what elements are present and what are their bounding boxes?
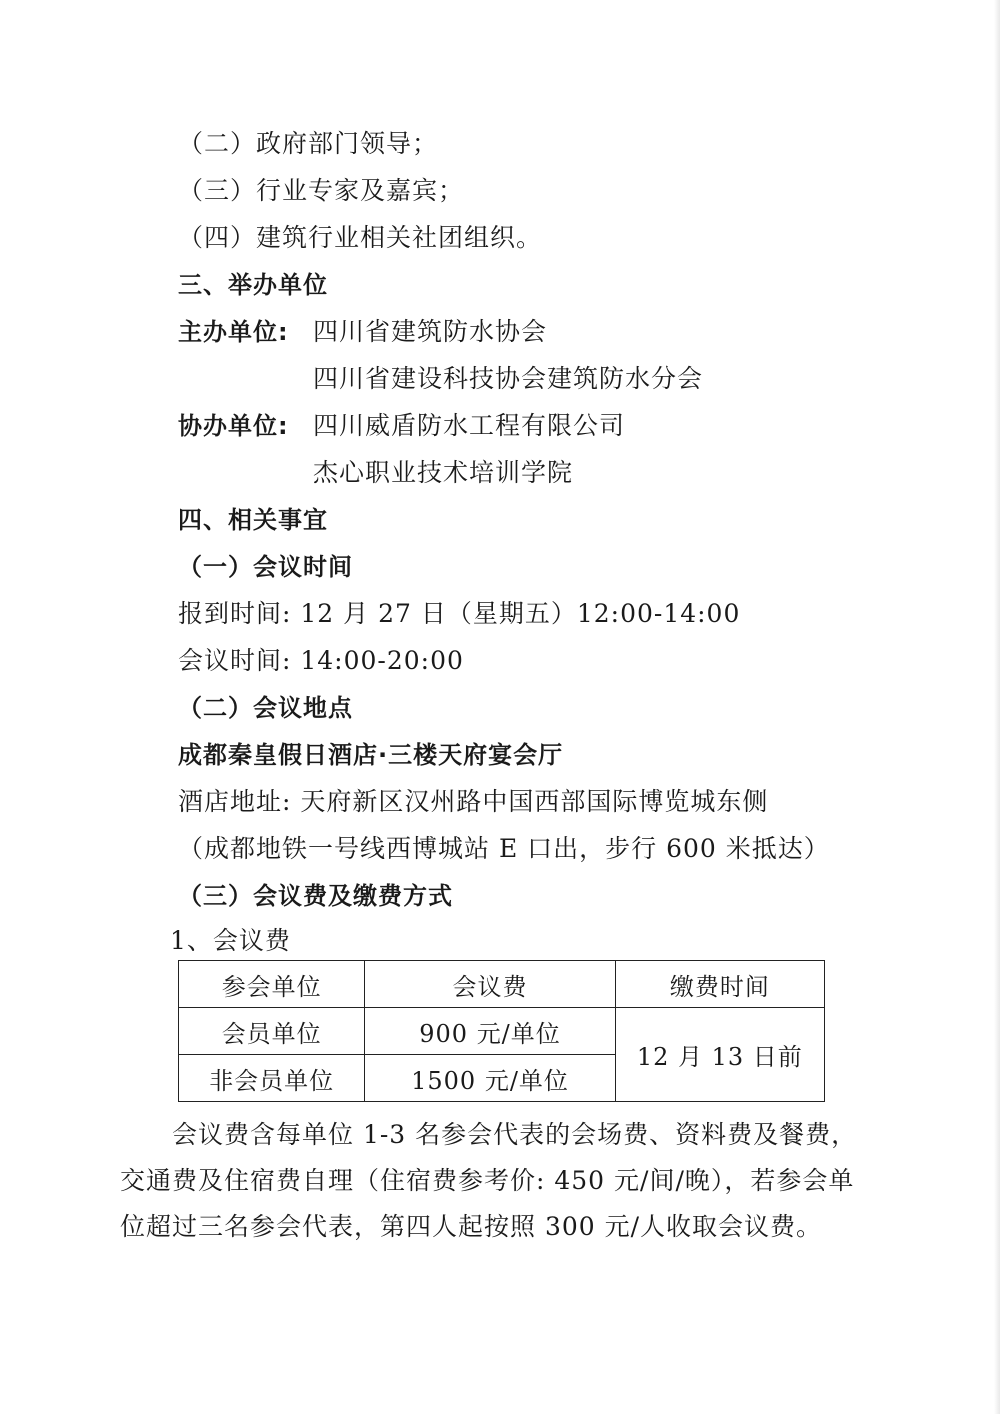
metro-directions: （成都地铁一号线西博城站 E 口出，步行 600 米抵达）	[178, 834, 830, 863]
co-host-label: 协办单位:	[178, 412, 289, 440]
list-item-government: （二）政府部门领导；	[178, 129, 439, 158]
section-heading-matters: 四、相关事宜	[178, 506, 328, 534]
list-item-experts: （三）行业专家及嘉宾；	[178, 176, 465, 205]
list-item-organizations: （四）建筑行业相关社团组织。	[178, 223, 543, 252]
table-row	[179, 1008, 825, 1055]
fee-cell-member: 会员单位	[179, 1008, 365, 1055]
host-org-2: 四川省建设科技协会建筑防水分会	[313, 364, 704, 393]
fee-cell-non-member: 非会员单位	[179, 1055, 365, 1102]
fee-header-fee: 会议费	[365, 961, 615, 1008]
host-row-1	[178, 315, 547, 349]
meeting-time: 会议时间: 14:00-20:00	[178, 646, 464, 675]
fee-cell-non-member-amount: 1500 元/单位	[365, 1055, 615, 1102]
subheading-meeting-place: （二）会议地点	[178, 694, 353, 722]
subheading-meeting-time: （一）会议时间	[178, 553, 353, 581]
hotel-address: 酒店地址: 天府新区汉州路中国西部国际博览城东侧	[178, 787, 769, 816]
checkin-time: 报到时间: 12 月 27 日（星期五）12:00-14:00	[178, 599, 741, 628]
venue-name: 成都秦皇假日酒店·三楼天府宴会厅	[178, 741, 564, 769]
subheading-fee: （三）会议费及缴费方式	[178, 882, 453, 910]
section-heading-organizers: 三、举办单位	[178, 271, 328, 299]
scan-edge-shadow	[994, 0, 1000, 1414]
fee-header-deadline: 缴费时间	[615, 961, 824, 1008]
fee-cell-deadline: 12 月 13 日前	[615, 1008, 824, 1102]
co-host-org-2: 杰心职业技术培训学院	[313, 458, 574, 487]
co-host-row-1	[178, 409, 625, 443]
fee-subheading: 1、会议费	[170, 926, 291, 955]
host-org-1: 四川省建筑防水协会	[313, 317, 548, 346]
fee-note-paragraph: 会议费含每单位 1-3 名参会代表的会场费、资料费及餐费，交通费及住宿费自理（住宿费参考价: 450 元/间/晚），若参会单位超过三名参会代表，第四人起按照 300 元/人收取会议费。	[120, 1120, 858, 1241]
host-label: 主办单位:	[178, 318, 289, 346]
fee-cell-member-amount: 900 元/单位	[365, 1008, 615, 1055]
fee-table-header-row	[179, 961, 825, 1008]
fee-header-unit: 参会单位	[179, 961, 365, 1008]
fee-table	[178, 960, 825, 1102]
co-host-org-1: 四川威盾防水工程有限公司	[313, 411, 626, 440]
